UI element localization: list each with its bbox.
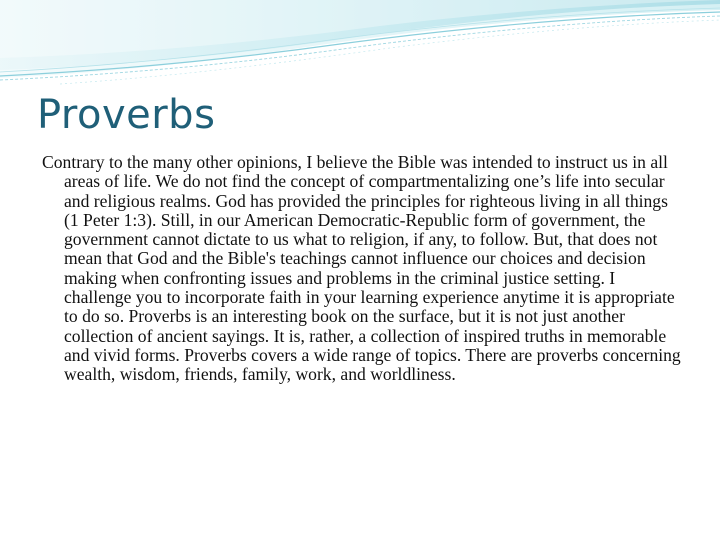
slide-body-text: Contrary to the many other opinions, I believe the Bible was intended to instruct us in all areas of life. We do not find the concept of compartmentalizing one’s life into secular and religious realms. God has provided the principles for righteous living in all things (1 Peter 1:3). Still, in our American Democratic-Republic form of government, the government cannot dictate to us what to religion, if any, to follow. But, that does not mean that God and the Bible's teachings cannot influence our choices and decision making when confronting issues and problems in the criminal justice setting. I challenge you to incorporate faith in your learning experience anytime it is appropriate to do so. Proverbs is an interesting book on the surface, but it is not just another collection of ancient sayings. It is, rather, a collection of inspired truths in memorable and vivid forms. Proverbs covers a wide range of topics. There are proverbs concerning wealth, wisdom, friends, family, work, and worldliness. (42, 152, 681, 385)
wave-header-decoration (0, 0, 720, 90)
slide-title: Proverbs (37, 92, 216, 138)
